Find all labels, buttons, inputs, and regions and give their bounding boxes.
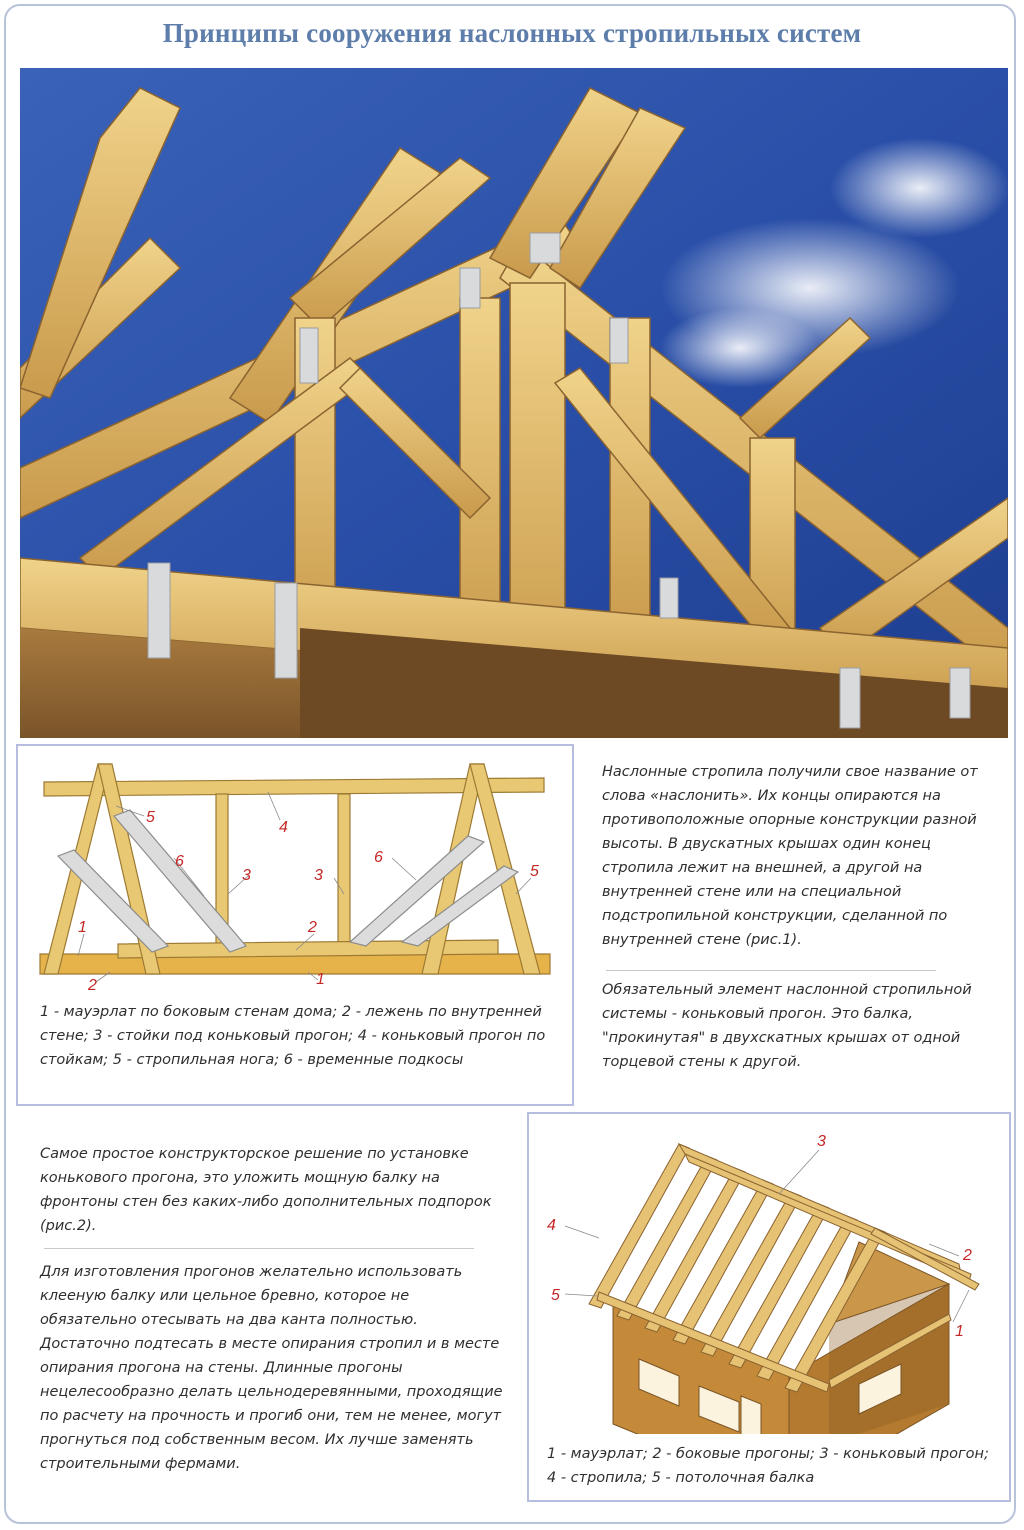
figure-1-caption: 1 - мауэрлат по боковым стенам дома; 2 - лежень по внутренней стене; 3 - стойки под коньковый прогон; 4 - коньковый прогон по стойкам; 5 - стропильная нога; 6 - временные подкосы <box>40 1004 546 1068</box>
label-4: 4 <box>279 819 288 836</box>
house-roof-diagram <box>529 1114 1009 1434</box>
label-2: 2 <box>963 1247 972 1264</box>
purlin-material-paragraph: Для изготовления прогонов желательно использовать клееную балку или цельное бревно, которое не обязательно отесывать на два канта полностью. Достаточно подтесать в месте опирания стропил и в месте опирания прогона на стены. Длинные прогоны нецелесообразно делать цельнодеревянными, проходящие по расчету на прочность и прогиб они, тем не менее, могут прогнуться под собственным весом. Их лучше заменять строительными фермами. <box>40 1264 503 1472</box>
label-1-left: 1 <box>78 919 87 936</box>
rafter-system-diagram <box>18 746 572 996</box>
figure-2-box <box>527 1112 1011 1502</box>
label-5: 5 <box>551 1287 560 1304</box>
label-1: 1 <box>955 1323 964 1340</box>
ridge-purlin-paragraph: Обязательный элемент наслонной стропильной системы - коньковый прогон. Это балка, "прокинутая" в двухскатных крышах от одной торцевой стены к другой. <box>602 982 972 1070</box>
label-3-right: 3 <box>314 867 323 884</box>
label-5-right: 5 <box>530 863 539 880</box>
label-5-left: 5 <box>146 809 155 826</box>
figure-1-box <box>16 744 574 1106</box>
label-2-left: 2 <box>88 977 97 994</box>
label-6-left: 6 <box>175 853 184 870</box>
roof-framing-photo <box>20 68 1008 738</box>
label-6-right: 6 <box>374 849 383 866</box>
separator-2 <box>44 1248 474 1249</box>
separator-1 <box>606 970 936 971</box>
label-2-middle: 2 <box>308 919 317 936</box>
intro-paragraph: Наслонные стропила получили свое название от слова «наслонить». Их концы опираются на противоположные опорные конструкции разной высоты. В двускатных крышах один конец стропила лежит на внешней, а другой на внутренней стене или на специальной подстропильной конструкции, сделанной по внутренней стене (рис.1). <box>602 764 978 948</box>
label-1-middle: 1 <box>316 971 325 988</box>
figure-2-caption: 1 - мауэрлат; 2 - боковые прогоны; 3 - коньковый прогон; 4 - стропила; 5 - потолочная балка <box>547 1446 989 1486</box>
label-3: 3 <box>817 1133 826 1150</box>
label-4: 4 <box>547 1217 556 1234</box>
page-title: Принципы сооружения наслонных стропильных систем <box>162 18 862 48</box>
label-3-left: 3 <box>242 867 251 884</box>
simple-solution-paragraph: Самое простое конструкторское решение по установке конькового прогона, это уложить мощную балку на фронтоны стен без каких-либо дополнительных подпорок (рис.2). <box>40 1146 492 1234</box>
